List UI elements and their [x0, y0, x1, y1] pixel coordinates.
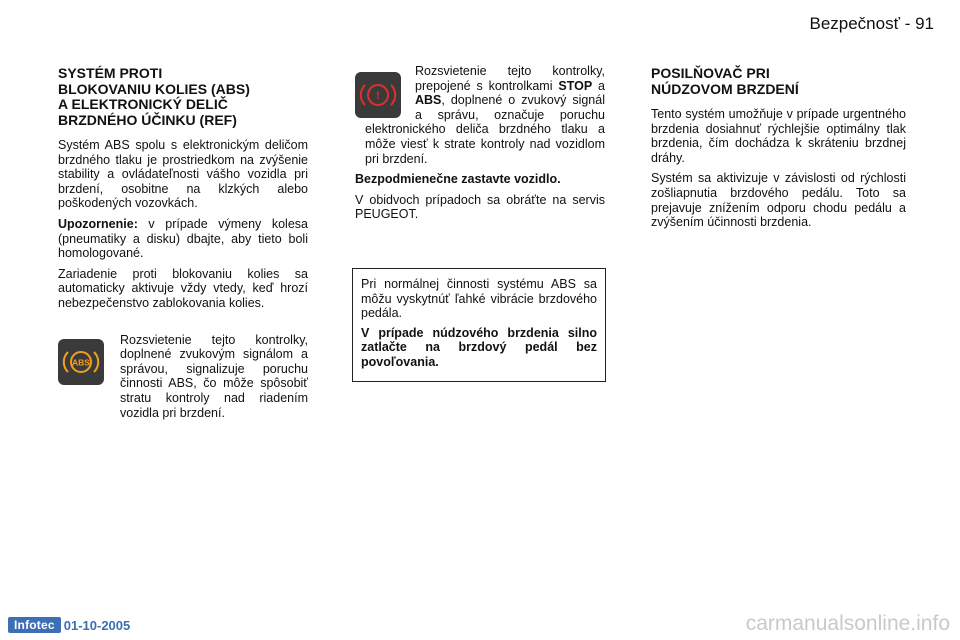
footer-brand	[8, 617, 130, 633]
abs-paragraph-intro: Systém ABS spolu s elektronickým deličom brzdného tlaku je prostriedkom na zvýšenie stability a ovládateľnosti vášho vozidla pri brzdení, osobitne na klzkých alebo poškodených vozovkách.	[58, 138, 308, 211]
abs-title-line-4: BRZDNÉHO ÚČINKU (REF)	[58, 111, 237, 128]
brake-assist-title	[651, 66, 906, 97]
warning-text: v prípade výmeny kolesa (pneumatiky a disku) dbajte, aby tieto boli homologované.	[58, 216, 308, 261]
abs-indicator-block	[58, 333, 308, 421]
abs-title-line-2: BLOKOVANIU KOLIES (ABS)	[58, 80, 250, 97]
warning-label: Upozornenie:	[58, 216, 138, 231]
notice-vibration-text: Pri normálnej činnosti systému ABS sa môžu vyskytnúť ľahké vibrácie brzdového pedála.	[361, 277, 597, 321]
brake-assist-title-line-2: NÚDZOVOM BRZDENÍ	[651, 80, 799, 97]
brake-assist-title-line-1: POSILŇOVAČ PRI	[651, 65, 770, 81]
watermark: carmanualsonline.info	[745, 612, 950, 635]
abs-warning-icon	[58, 339, 104, 385]
page-header-title: Bezpečnosť - 91	[809, 14, 934, 33]
abs-label: ABS	[415, 93, 442, 108]
abs-title-line-3: A ELEKTRONICKÝ DELIČ	[58, 96, 228, 112]
emergency-brake-assist-section	[651, 66, 906, 236]
abs-paragraph-activation: Zariadenie proti blokovaniu kolies sa automaticky aktivuje vždy vtedy, keď hrozí nebezpečenstvo zablokovania kolies.	[58, 266, 308, 310]
abs-section	[58, 66, 308, 420]
ref-text-c: , doplnené o zvukový signál a správu, označuje poruchu elektronického deliča brzdného tlaku a môže viesť k strate kontroly nad vozidlom pri brzdení.	[365, 93, 605, 166]
service-text: V obidvoch prípadoch sa obráťte na servis PEUGEOT.	[355, 192, 605, 222]
stop-vehicle-text: Bezpodmienečne zastavte vozidlo.	[355, 172, 561, 187]
notice-box	[352, 268, 606, 382]
abs-paragraph-warning	[58, 217, 308, 261]
brake-assist-paragraph-2: Systém sa aktivizuje v závislosti od rýchlosti zošliapnutia brzdového pedálu. Toto sa prejavuje znížením odporu chodu pedálu a zvýšením účinnosti brzdenia.	[651, 171, 906, 230]
ref-section	[355, 64, 605, 228]
abs-indicator-text: Rozsvietenie tejto kontrolky, doplnené zvukovým signálom a správou, signalizuje poruchu činnosti ABS, čo môže spôsobiť stratu kontroly nad riadením vozidla pri brzdení.	[120, 332, 308, 420]
ref-text-a: Rozsvietenie tejto kontrolky, prepojené s kontrolkami	[415, 64, 605, 93]
infotec-logo: Infotec	[8, 617, 61, 633]
abs-title-line-1: SYSTÉM PROTI	[58, 65, 163, 81]
abs-icon-label: ABS	[72, 357, 90, 368]
notice-emergency-text: V prípade núdzového brzdenia silno zatlačte na brzdový pedál bez povoľovania.	[361, 325, 597, 369]
brake-assist-paragraph-1: Tento systém umožňuje v prípade urgentného brzdenia dosiahnuť rýchlejšie optimálny tlak brzdenia, čím dochádza k skráteniu brzdnej dráhy.	[651, 107, 906, 165]
stop-label: STOP	[558, 78, 593, 93]
ref-text-b: a	[592, 78, 605, 93]
brake-warning-icon	[355, 72, 401, 118]
abs-section-title	[58, 66, 308, 128]
svg-text:!: !	[376, 90, 380, 102]
footer-date: 01-10-2005	[63, 617, 131, 633]
